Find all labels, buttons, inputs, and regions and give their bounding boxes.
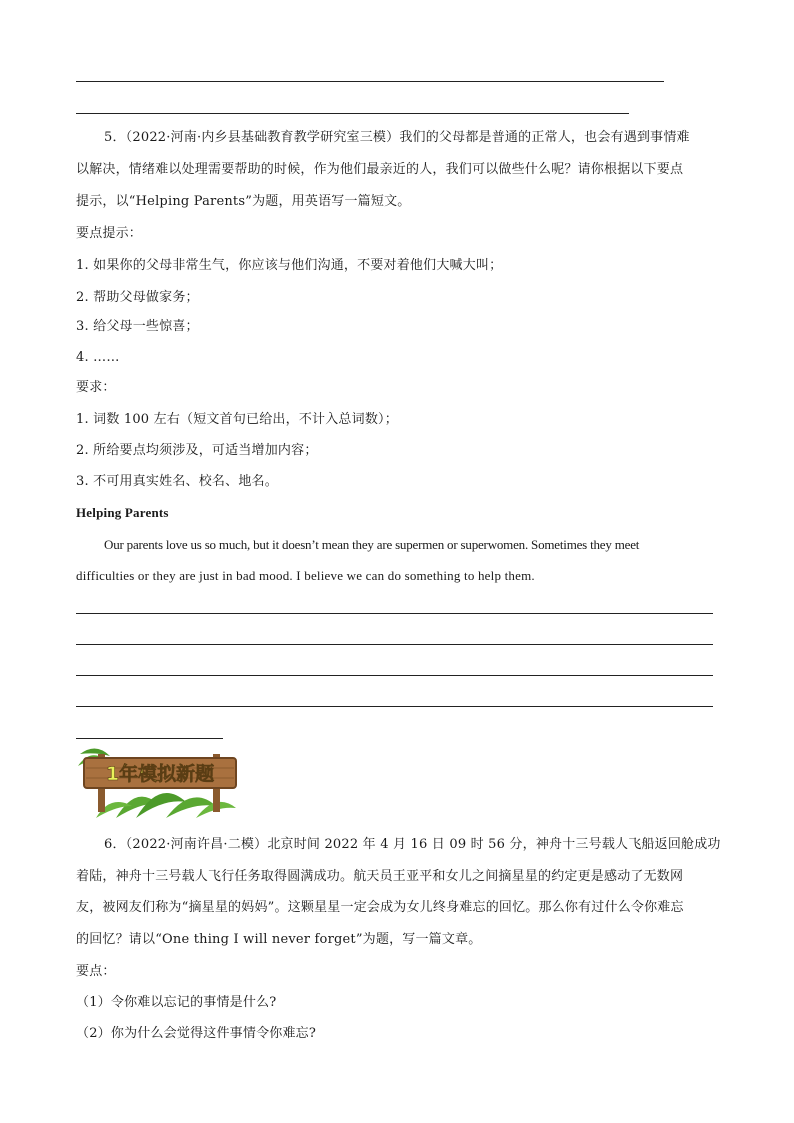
answer-line [76, 81, 664, 82]
writing-line[interactable] [76, 738, 223, 739]
essay-opening-line-1: Our parents love us so much, but it doesn’t mean they are supermen or superwomen. Sometimes they meet [104, 537, 640, 552]
q6-stem-line-3: 友，被网友们称为“摘星星的妈妈”。这颗星星一定会成为女儿终身难忘的回忆。那么你有过什么令你难忘 [76, 900, 684, 915]
q5-stem-line-2: 以解决，情绪难以处理需要帮助的时候，作为他们最亲近的人，我们可以做些什么呢？请你根据以下要点 [76, 162, 684, 177]
section-banner [76, 744, 242, 818]
q5-tip: 3. 给父母一些惊喜； [76, 319, 199, 334]
q5-stem-line-3: 提示，以“Helping Parents”为题，用英语写一篇短文。 [76, 194, 411, 209]
q5-requirement: 1. 词数 100 左右（短文首句已给出，不计入总词数）； [76, 412, 398, 427]
q5-tip: 2. 帮助父母做家务； [76, 290, 199, 305]
q6-point: （1）令你难以忘记的事情是什么? [76, 995, 277, 1010]
q5-requirement: 2. 所给要点均须涉及，可适当增加内容； [76, 443, 318, 458]
q6-stem-line-2: 着陆，神舟十三号载人飞行任务取得圆满成功。航天员王亚平和女儿之间摘星星的约定更是感动了无数网 [76, 869, 684, 884]
writing-line[interactable] [76, 644, 713, 645]
q5-requirements-title: 要求： [76, 380, 116, 395]
q6-point: （2）你为什么会觉得这件事情令你难忘? [76, 1026, 317, 1041]
q6-points-title: 要点： [76, 964, 116, 979]
banner-title: 1年模拟新题 [105, 763, 215, 785]
q5-tips-title: 要点提示： [76, 226, 143, 241]
essay-title: Helping Parents [76, 505, 169, 520]
essay-opening-line-2: difficulties or they are just in bad mood. I believe we can do something to help them. [76, 568, 535, 583]
q6-stem-line-4: 的回忆？请以“One thing I will never forget”为题，写一篇文章。 [76, 932, 482, 947]
q5-tip: 1. 如果你的父母非常生气，你应该与他们沟通，不要对着他们大喊大叫； [76, 258, 503, 273]
writing-line[interactable] [76, 706, 713, 707]
writing-line[interactable] [76, 675, 713, 676]
writing-line[interactable] [76, 613, 713, 614]
q5-tip: 4. …… [76, 350, 120, 365]
q5-stem-line-1: 5．（2022·河南·内乡县基础教育教学研究室三模）我们的父母都是普通的正常人，也会有遇到事情难 [104, 130, 690, 145]
q5-requirement: 3. 不可用真实姓名、校名、地名。 [76, 474, 278, 489]
answer-line [76, 113, 629, 114]
q6-stem-line-1: 6．（2022·河南许昌·二模）北京时间 2022 年 4 月 16 日 09 时 56 分，神舟十三号载人飞船返回舱成功 [104, 837, 721, 852]
